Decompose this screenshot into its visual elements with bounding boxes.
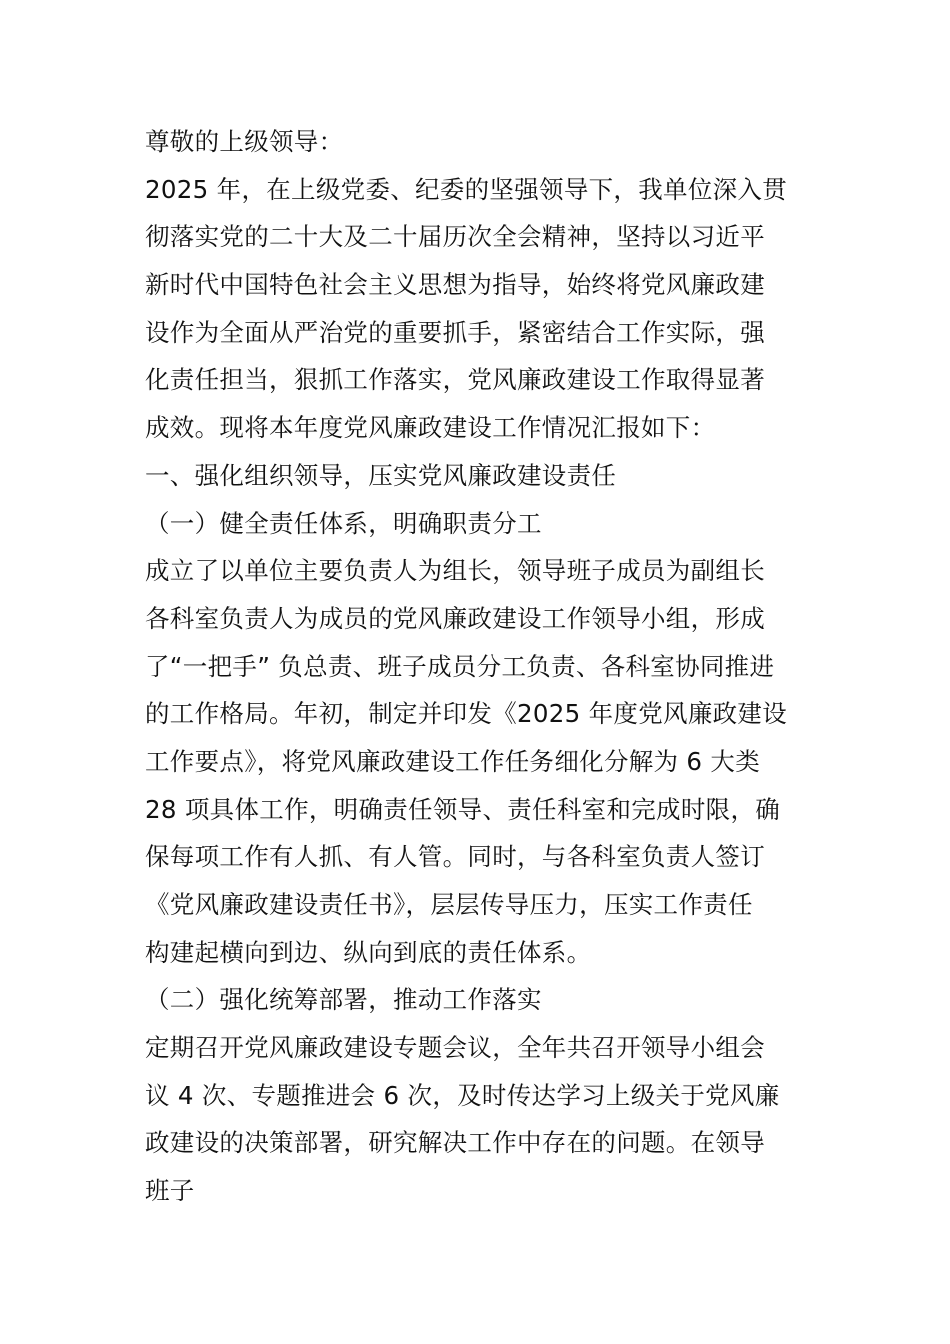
paragraph-line: 2025 年，在上级党委、纪委的坚强领导下，我单位深入贯 — [145, 174, 788, 204]
paragraph-line: 《党风廉政建设责任书》，层层传导压力，压实工作责任 — [145, 890, 753, 919]
paragraph-line: 了“一把手” 负总责、班子成员分工负责、各科室协同推进 — [145, 651, 775, 681]
paragraph-line: 彻落实党的二十大及二十届历次全会精神，坚持以习近平 — [145, 222, 765, 252]
paragraph-line: 设作为全面从严治党的重要抓手，紧密结合工作实际，强 — [145, 317, 765, 347]
paragraph-line: 班子 — [145, 1176, 195, 1206]
paragraph-line: 成效。现将本年度党风廉政建设工作情况汇报如下： — [145, 413, 716, 443]
paragraph-line: 定期召开党风廉政建设专题会议，全年共召开领导小组会 — [145, 1033, 765, 1063]
salutation: 尊敬的上级领导： — [145, 127, 344, 156]
paragraph-line: 工作要点》，将党风廉政建设工作任务细化分解为 6 大类 — [145, 746, 761, 776]
paragraph-line: 新时代中国特色社会主义思想为指导，始终将党风廉政建 — [145, 270, 765, 300]
paragraph-line: 保每项工作有人抓、有人管。同时，与各科室负责人签订 — [145, 842, 765, 872]
paragraph-line: 议 4 次、专题推进会 6 次，及时传达学习上级关于党风廉 — [145, 1080, 780, 1110]
paragraph-line: 构建起横向到边、纵向到底的责任体系。 — [145, 937, 592, 967]
paragraph-line: 化责任担当，狠抓工作落实，党风廉政建设工作取得显著 — [145, 365, 765, 395]
document-body — [145, 118, 810, 1215]
paragraph-line: 各科室负责人为成员的党风廉政建设工作领导小组，形成 — [145, 603, 765, 633]
paragraph-line: 28 项具体工作，明确责任领导、责任科室和完成时限，确 — [145, 794, 781, 824]
subsection-heading: （二）强化统筹部署，推动工作落实 — [145, 985, 542, 1015]
paragraph-line: 政建设的决策部署，研究解决工作中存在的问题。在领导 — [145, 1128, 765, 1158]
paragraph-line: 的工作格局。年初，制定并印发《2025 年度党风廉政建设 — [145, 699, 788, 729]
subsection-heading: （一）健全责任体系，明确职责分工 — [145, 508, 542, 538]
section-heading: 一、强化组织领导，压实党风廉政建设责任 — [145, 460, 617, 490]
paragraph-line: 成立了以单位主要负责人为组长，领导班子成员为副组长 — [145, 556, 765, 586]
